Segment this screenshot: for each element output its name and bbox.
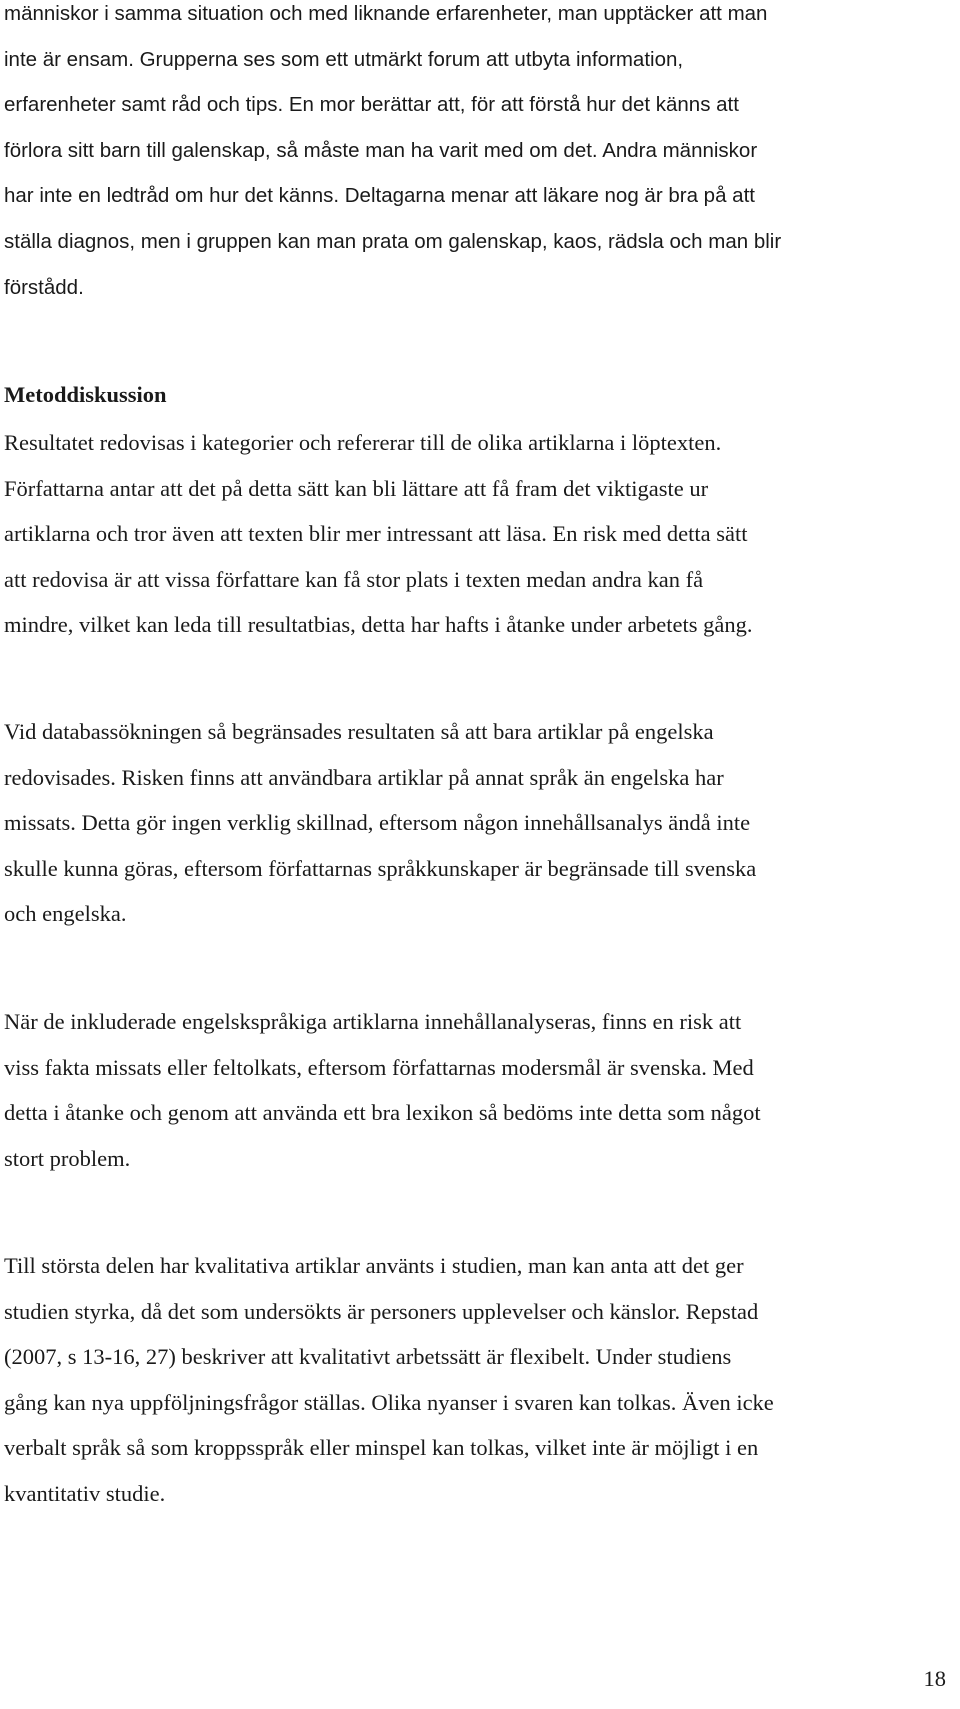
paragraph-line: förlora sitt barn till galenskap, så måste man ha varit med om det. Andra människor [4, 138, 758, 162]
paragraph-line: gång kan nya uppföljningsfrågor ställas. Olika nyanser i svaren kan tolkas. Även icke [4, 1389, 774, 1415]
paragraph-line: Författarna antar att det på detta sätt kan bli lättare att få fram det viktigaste ur [4, 475, 709, 501]
paragraph-line: förstådd. [4, 275, 84, 299]
paragraph-line: erfarenheter samt råd och tips. En mor berättar att, för att förstå hur det känns att [4, 93, 739, 117]
section-heading: Metoddiskussion [4, 382, 167, 407]
paragraph-line: studien styrka, då det som undersökts är personers upplevelser och känslor. Repstad [4, 1298, 759, 1324]
paragraph-line: mindre, vilket kan leda till resultatbias, detta har hafts i åtanke under arbetets gång. [4, 612, 753, 638]
page-number: 18 [923, 1666, 946, 1691]
body-paragraph-3 [4, 999, 761, 1181]
paragraph-line: Till största delen har kvalitativa artiklar använts i studien, man kan anta att det ger [4, 1253, 744, 1278]
paragraph-line: människor i samma situation och med liknande erfarenheter, man upptäcker att man [4, 2, 768, 25]
paragraph-line: När de inkluderade engelskspråkiga artiklarna innehållanalyseras, finns en risk att [4, 1009, 742, 1034]
paragraph-line: ställa diagnos, men i gruppen kan man prata om galenskap, kaos, rädsla och man blir [4, 229, 782, 253]
paragraph-line: stort problem. [4, 1145, 131, 1171]
body-paragraph-1 [4, 420, 753, 648]
paragraph-line: missats. Detta gör ingen verklig skillnad, eftersom någon innehållsanalys ändå inte [4, 810, 751, 836]
intro-paragraph [4, 0, 781, 310]
paragraph-line: viss fakta missats eller feltolkats, eftersom författarnas modersmål är svenska. Med [4, 1054, 754, 1080]
body-paragraph-2 [4, 709, 756, 937]
body-paragraph-4 [4, 1243, 774, 1517]
paragraph-line: redovisades. Risken finns att användbara artiklar på annat språk än engelska har [4, 764, 724, 790]
paragraph-line: har inte en ledtråd om hur det känns. Deltagarna menar att läkare nog är bra på att [4, 184, 755, 208]
paragraph-line: Vid databassökningen så begränsades resultaten så att bara artiklar på engelska [4, 719, 714, 744]
paragraph-line: och engelska. [4, 901, 127, 927]
paragraph-line: skulle kunna göras, eftersom författarnas språkkunskaper är begränsade till svenska [4, 855, 757, 881]
paragraph-line: inte är ensam. Grupperna ses som ett utmärkt forum att utbyta information, [4, 47, 684, 71]
paragraph-line: att redovisa är att vissa författare kan få stor plats i texten medan andra kan få [4, 566, 704, 592]
paragraph-line: kvantitativ studie. [4, 1480, 166, 1506]
paragraph-line: verbalt språk så som kroppsspråk eller minspel kan tolkas, vilket inte är möjligt i en [4, 1435, 759, 1461]
paragraph-line: (2007, s 13-16, 27) beskriver att kvalitativt arbetssätt är flexibelt. Under studiens [4, 1344, 732, 1370]
paragraph-line: Resultatet redovisas i kategorier och refererar till de olika artiklarna i löptexten. [4, 430, 722, 455]
paragraph-line: detta i åtanke och genom att använda ett bra lexikon så bedöms inte detta som något [4, 1100, 761, 1126]
paragraph-line: artiklarna och tror även att texten blir mer intressant att läsa. En risk med detta sätt [4, 521, 748, 547]
